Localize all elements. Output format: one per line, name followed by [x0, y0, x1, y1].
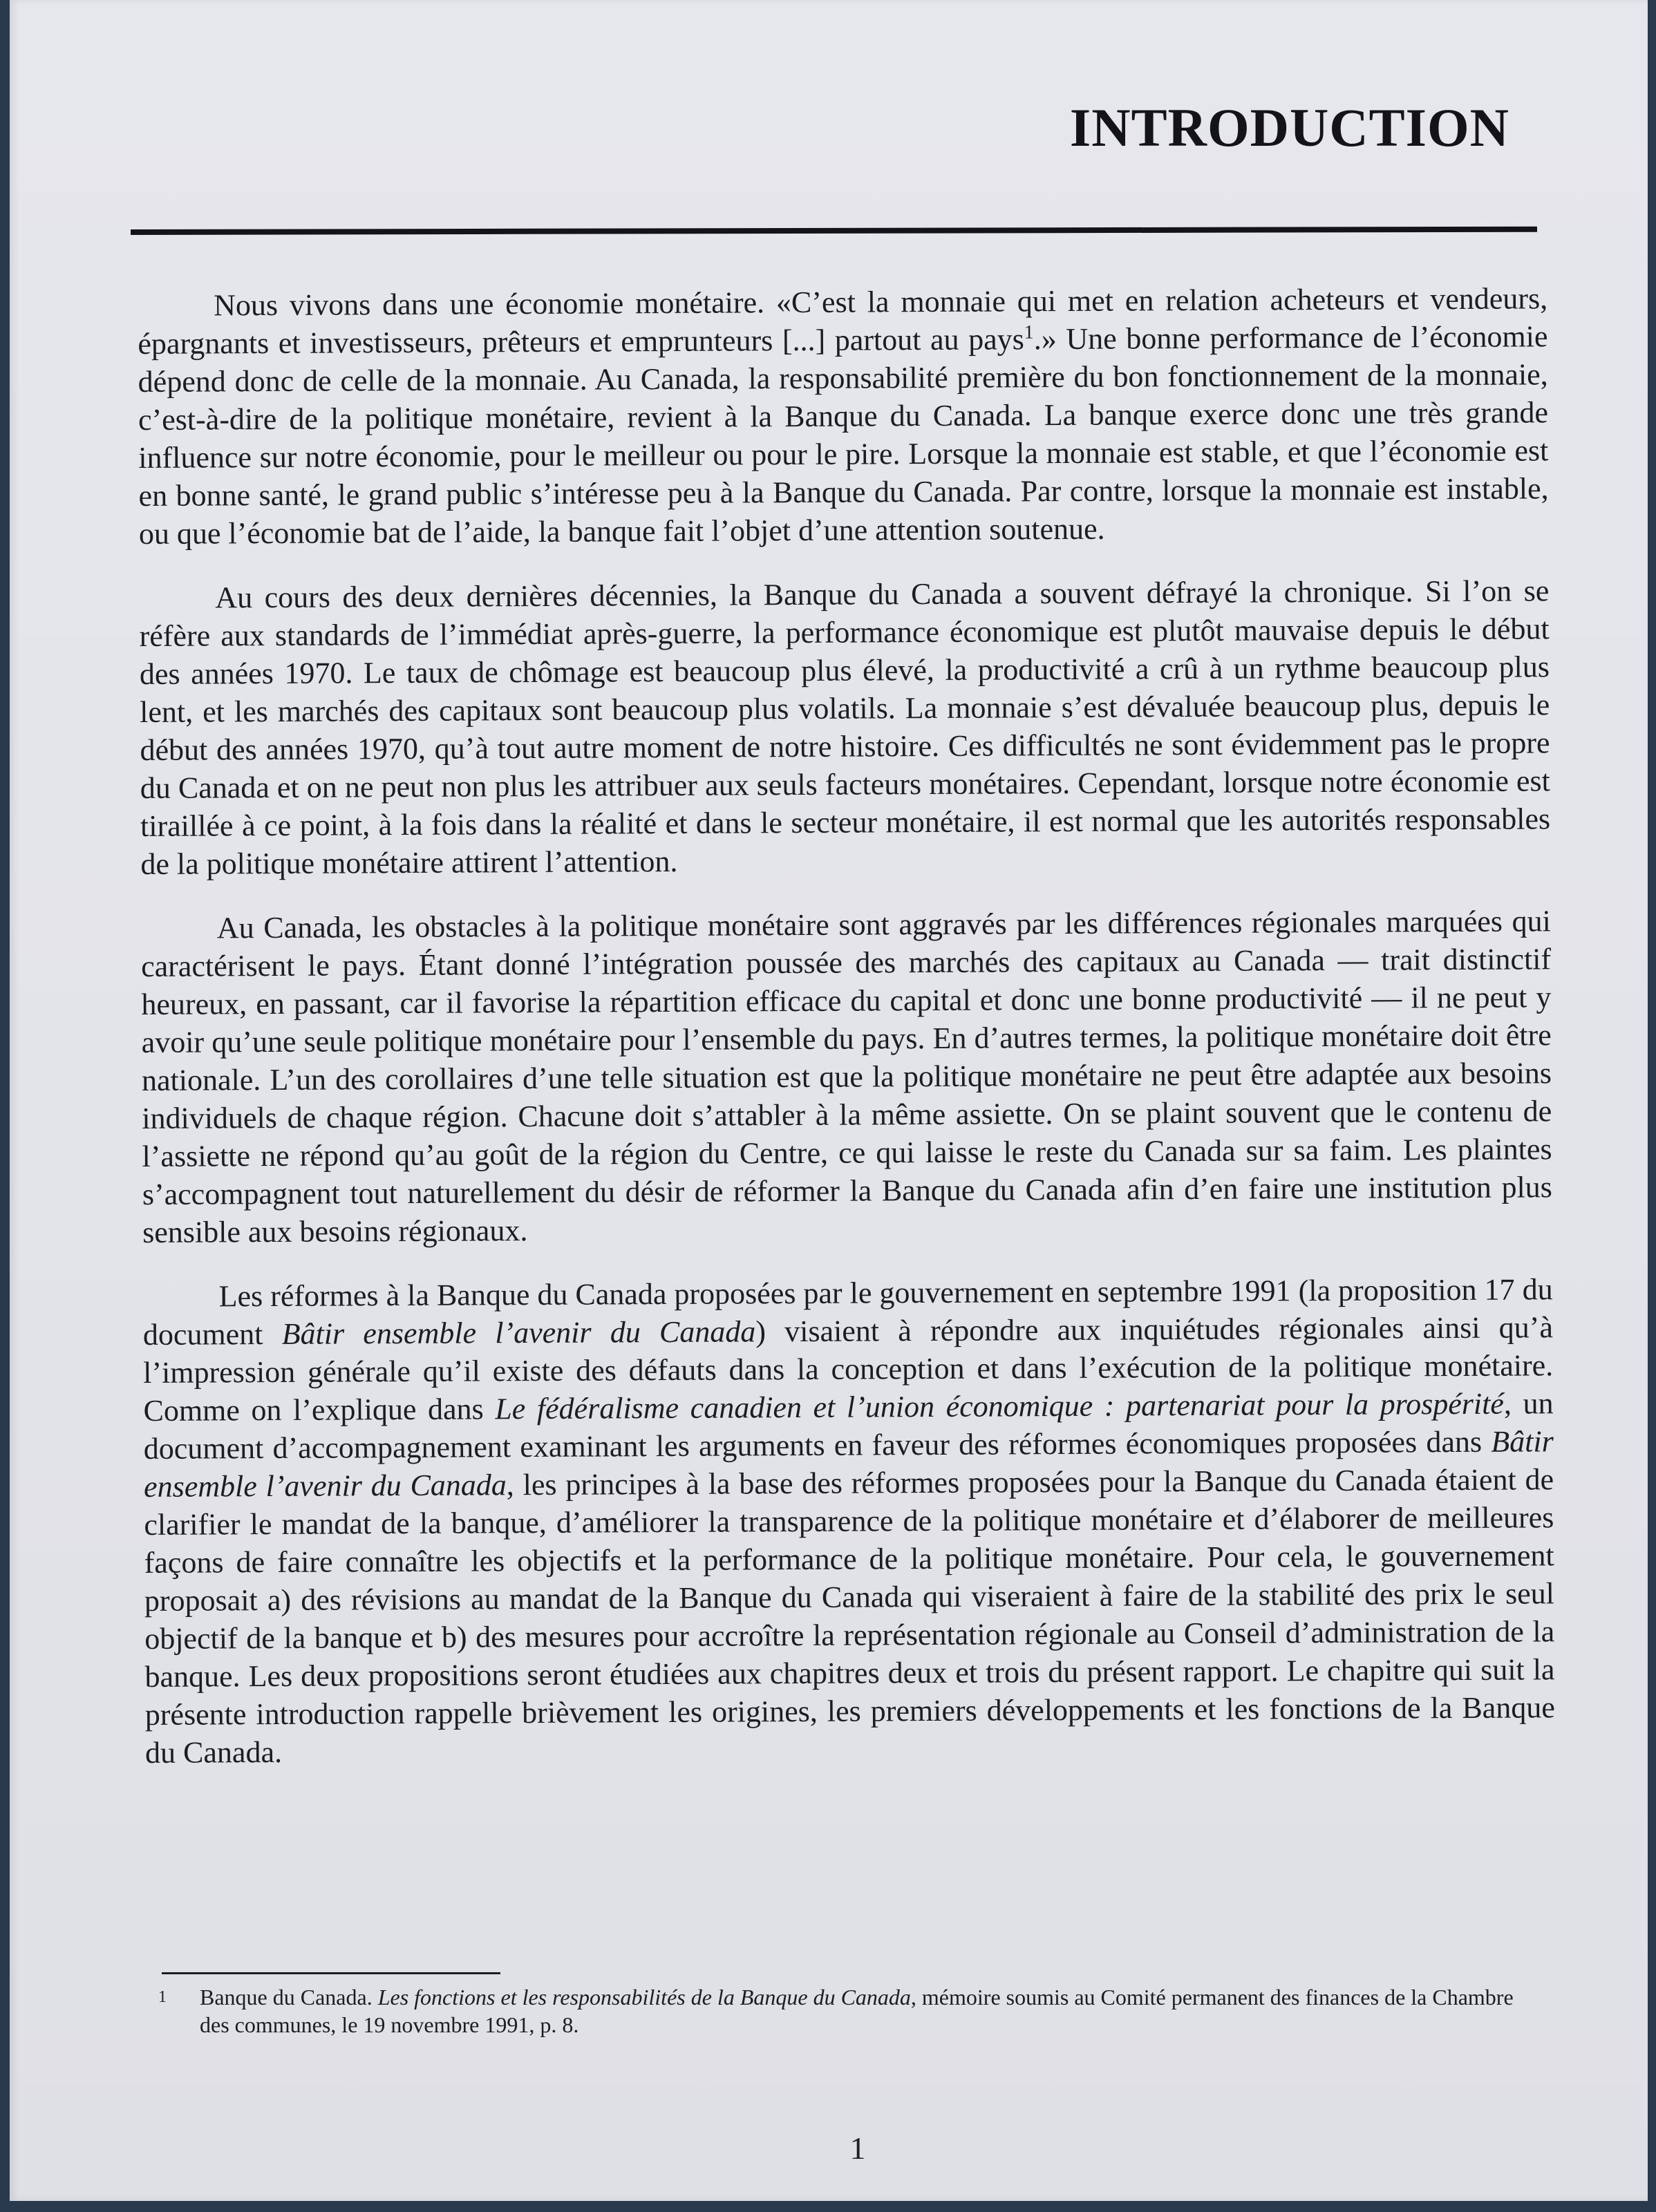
page-title: INTRODUCTION [1069, 97, 1509, 158]
paragraph-1-text-b: .» Une bonne performance de l’économie dépend donc de celle de la monnaie. Au Canada, la responsabilité première du bon fonctionnement de la monnaie, c’est-à-dire de la politique monétaire, revient à la Banque du Canada. La banque exerce donc une très grande influence sur notre économie, pour le meilleur ou pour le pire. Lorsque la monnaie est stable, et que l’économie est en bonne santé, le grand public s’intéresse peu à la Banque du Canada. Par contre, lorsque la monnaie est instable, ou que l’économie bat de l’aide, la banque fait l’objet d’une attention soutenue. [138, 319, 1549, 551]
document-page [10, 0, 1648, 2201]
document-title-federalisme: Le fédéralisme canadien et l’union économique : partenariat pour la prospérité [495, 1386, 1505, 1426]
footnote-reference: 1 [1024, 321, 1034, 343]
footnote-text-b: , mémoire soumis au Comité permanent des finances de la Chambre des communes, le 19 novembre 1991, p. 8. [200, 1985, 1514, 2037]
paragraph-1 [138, 279, 1549, 553]
footnote-text-a: Banque du Canada. [200, 1985, 378, 2010]
document-title-batir-2: Bâtir ensemble l’avenir du Canada [143, 1424, 1554, 1504]
footnote [158, 1983, 1541, 2039]
footnote-marker: 1 [158, 1988, 167, 2006]
paragraph-4-text-b: ) visaient à répondre aux inquiétudes régionales ainsi qu’à l’impression générale qu’il existe des défauts dans la conception et dans l’exécution de la politique monétaire. Comme on l’explique dans [143, 1310, 1554, 1428]
title-rule [131, 227, 1537, 235]
paragraph-1-text-a: Nous vivons dans une économie monétaire. «C’est la monnaie qui met en relation acheteurs et vendeurs, épargnants et investisseurs, prêteurs et emprunteurs [...] partout au pays [138, 281, 1548, 361]
paragraph-4-text-c: , un document d’accompagnement examinant les arguments en faveur des réformes économiques proposées dans [143, 1386, 1554, 1466]
page-number: 1 [849, 2130, 866, 2166]
paragraph-4-text-a: Les réformes à la Banque du Canada proposées par le gouvernement en septembre 1991 (la proposition 17 du document [142, 1272, 1553, 1352]
body-text [138, 279, 1555, 1798]
footnote-cited-title: Les fonctions et les responsabilités de la Banque du Canada [377, 1985, 911, 2010]
paragraph-4 [143, 1270, 1556, 1772]
paragraph-3: Au Canada, les obstacles à la politique monétaire sont aggravés par les différences régionales marquées qui caractérisent le pays. Étant donné l’intégration poussée des marchés des capitaux au Canada — trait distinctif heureux, en passant, car il favorise la répartition efficace du capital et donc une bonne productivité — il ne peut y avoir qu’une seule politique monétaire pour l’ensemble du pays. En d’autres termes, la politique monétaire doit être nationale. L’un des corollaires d’une telle situation est que la politique monétaire ne peut être adaptée aux besoins individuels de chaque région. Chacune doit s’attabler à la même assiette. On se plaint souvent que le contenu de l’assiette ne répond qu’au goût de la région du Centre, ce qui laisse le reste du Canada sur sa faim. Les plaintes s’accompagnent tout naturellement du désir de réformer la Banque du Canada afin d’en faire une institution plus sensible aux besoins régionaux. [141, 904, 1552, 1249]
document-title-batir: Bâtir ensemble l’avenir du Canada [281, 1314, 756, 1351]
paragraph-2: Au cours des deux dernières décennies, la Banque du Canada a souvent défrayé la chronique. Si l’on se réfère aux standards de l’immédiat après-guerre, la performance économique est plutôt mauvaise depuis le début des années 1970. Le taux de chômage est beaucoup plus élevé, la productivité a crû à un rythme beaucoup plus lent, et les marchés des capitaux sont beaucoup plus volatils. La monnaie s’est dévaluée beaucoup plus, depuis le début des années 1970, qu’à tout autre moment de notre histoire. Ces difficultés ne sont évidemment pas le propre du Canada et on ne peut non plus les attribuer aux seuls facteurs monétaires. Cependant, lorsque notre économie est tiraillée à ce point, à la fois dans la réalité et dans le secteur monétaire, il est normal que les autorités responsables de la politique monétaire attirent l’attention. [139, 574, 1551, 881]
footnote-rule [162, 1972, 500, 1974]
paragraph-4-text-d: , les principes à la base des réformes proposées pour la Banque du Canada étaient de clarifier le mandat de la banque, d’améliorer la transparence de la politique monétaire et d’élaborer de meilleures façons de faire connaître les objectifs et la performance de la politique monétaire. Pour cela, le gouvernement proposait a) des révisions au mandat de la Banque du Canada qui viseraient à faire de la stabilité des prix le seul objectif de la banque et b) des mesures pour accroître la représentation régionale au Conseil d’administration de la banque. Les deux propositions seront étudiées aux chapitres deux et trois du présent rapport. Le chapitre qui suit la présente introduction rappelle brièvement les origines, les premiers développements et les fonctions de la Banque du Canada. [144, 1462, 1555, 1770]
footnote-text [200, 1983, 1541, 2039]
